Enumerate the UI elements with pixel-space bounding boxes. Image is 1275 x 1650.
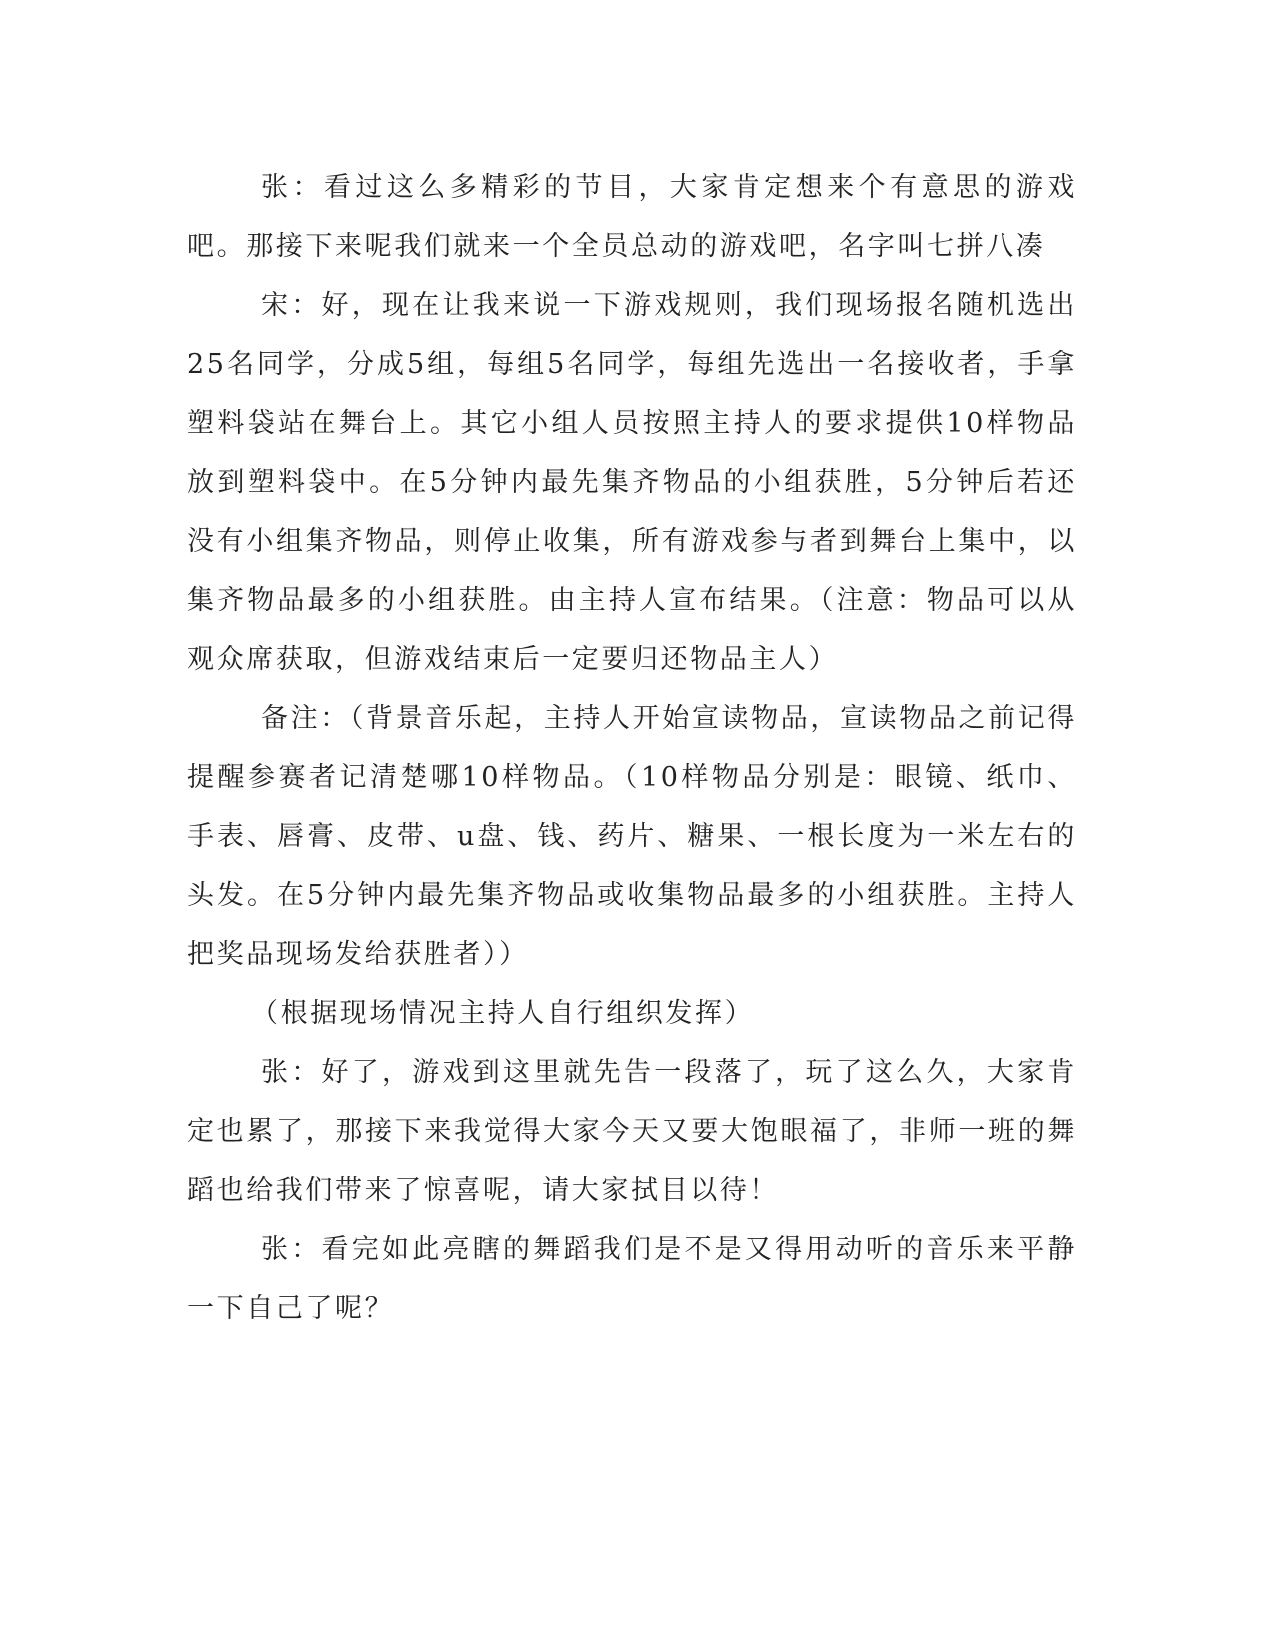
paragraph-remark: 备注：（背景音乐起，主持人开始宣读物品，宣读物品之前记得提醒参赛者记清楚哪10样物品。（10样物品分别是：眼镜、纸巾、手表、唇膏、皮带、u盘、钱、药片、糖果、一根长度为一米左右的头发。在5分钟内最先集齐物品或收集物品最多的小组获胜。主持人把奖品现场发给获胜者）） [187, 703, 1077, 970]
paragraph-zhang-music: 张：看完如此亮瞎的舞蹈我们是不是又得用动听的音乐来平静一下自己了呢？ [187, 1234, 1077, 1324]
paragraph-host-note: （根据现场情况主持人自行组织发挥） [251, 998, 755, 1029]
document-body [187, 158, 1077, 1338]
paragraph-zhang-dance: 张：好了，游戏到这里就先告一段落了，玩了这么久，大家肯定也累了，那接下来我觉得大家今天又要大饱眼福了，非师一班的舞蹈也给我们带来了惊喜呢，请大家拭目以待！ [187, 1057, 1077, 1206]
paragraph-zhang-intro: 张：看过这么多精彩的节目，大家肯定想来个有意思的游戏吧。那接下来呢我们就来一个全员总动的游戏吧，名字叫七拼八凑 [187, 172, 1077, 262]
paragraph-song-rules: 宋：好，现在让我来说一下游戏规则，我们现场报名随机选出25名同学，分成5组，每组5名同学，每组先选出一名接收者，手拿塑料袋站在舞台上。其它小组人员按照主持人的要求提供10样物品放到塑料袋中。在5分钟内最先集齐物品的小组获胜，5分钟后若还没有小组集齐物品，则停止收集，所有游戏参与者到舞台上集中，以集齐物品最多的小组获胜。由主持人宣布结果。（注意：物品可以从观众席获取，但游戏结束后一定要归还物品主人） [187, 290, 1077, 675]
